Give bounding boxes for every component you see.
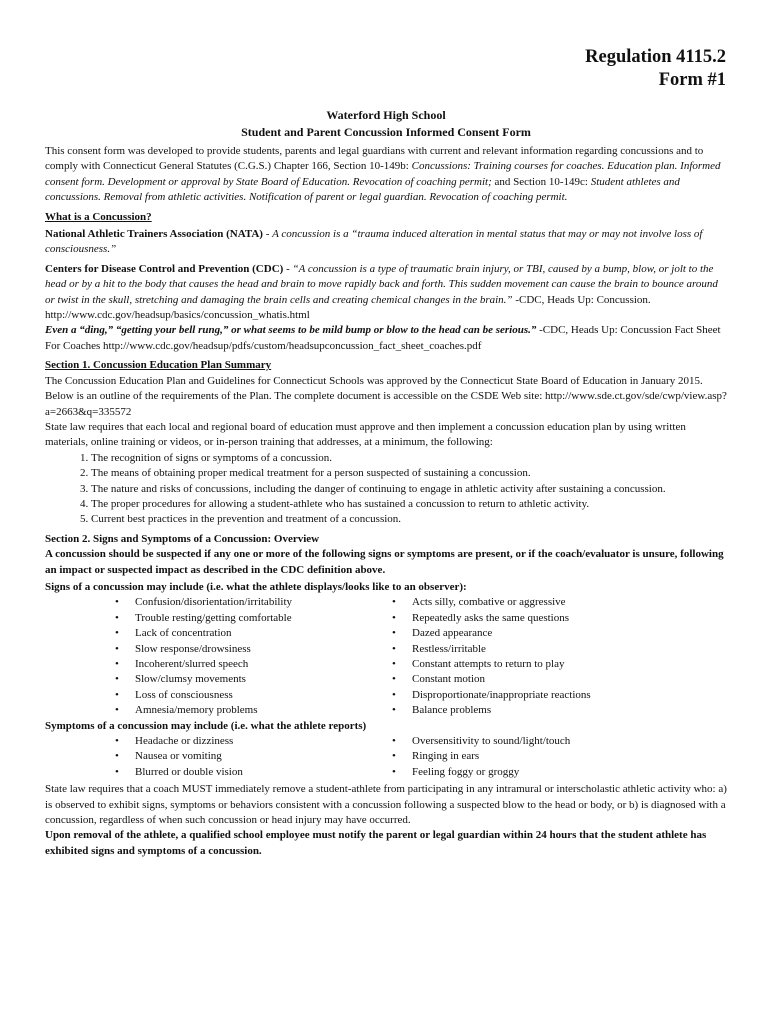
symptoms-heading: Symptoms of a concussion may include (i.e. what the athlete reports) <box>45 719 367 732</box>
list-item: 1. The recognition of signs or symptoms of a concussion. <box>91 451 727 466</box>
list-item: • Slow/clumsy movements <box>115 672 392 687</box>
section1-heading: Section 1. Concussion Education Plan Summary <box>45 359 272 372</box>
nata-definition: National Athletic Trainers Association (NATA) - A concussion is a “trauma induced alteration in mental status that may or may not involve loss of consciousness.” <box>45 228 703 256</box>
list-item: • Dazed appearance <box>392 626 692 641</box>
what-is-heading: What is a Concussion? <box>45 210 152 223</box>
section1-paragraph2: State law requires that each local and regional board of education must approve and then implement a concussion education plan by using written materials, online training or videos, or in-person training that addresses, at a minimum, the following: <box>45 420 686 449</box>
list-item: • Ringing in ears <box>392 749 692 764</box>
list-item: • Amnesia/memory problems <box>115 703 392 718</box>
list-item: • Restless/irritable <box>392 642 692 657</box>
form-number: Form #1 <box>658 70 726 90</box>
list-item: • Feeling foggy or groggy <box>392 765 692 780</box>
list-item: • Constant motion <box>392 672 692 687</box>
list-item: • Disproportionate/inappropriate reactions <box>392 688 692 703</box>
intro-paragraph: This consent form was developed to provide students, parents and legal guardians with current and relevant information regarding concussions and to comply with Connecticut General Statutes (C.G.S.) Chapter 166, Section 10-149b: Concussions: Training courses for coaches. Education plan. Informed consent form. Development or approval by State Board of Education. Revocation of coaching permit; and Section 10-149c: Student athletes and concussions. Removal from athletic activities. Notification of parent or legal guardian. Revocation of coaching permit. <box>45 145 721 204</box>
list-item: • Balance problems <box>392 703 692 718</box>
notification-paragraph: Upon removal of the athlete, a qualified school employee must notify the parent or legal guardian within 24 hours that the student athlete has exhibited signs and symptoms of a concussion. <box>45 829 707 857</box>
list-item: • Headache or dizziness <box>115 734 392 749</box>
list-item: • Trouble resting/getting comfortable <box>115 611 392 626</box>
list-item: 5. Current best practices in the prevention and treatment of a concussion. <box>91 512 727 527</box>
list-item: • Incoherent/slurred speech <box>115 657 392 672</box>
cdc-definition: Centers for Disease Control and Prevention (CDC) - “A concussion is a type of traumatic brain injury, or TBI, caused by a bump, blow, or jolt to the head or by a hit to the body that causes the head and brain to move rapidly back and forth. This sudden movement can cause the brain to bounce around or twist in the skull, stretching and damaging the brain cells and creating chemical changes in the brain.” -CDC, Heads Up: Concussion. http://www.cdc.gov/headsup/basics/concussion_whatis.html <box>45 262 718 322</box>
regulation-number: Regulation 4115.2 <box>585 47 726 67</box>
list-item: • Repeatedly asks the same questions <box>392 611 692 626</box>
school-name: Waterford High School <box>326 108 446 122</box>
form-title: Student and Parent Concussion Informed Consent Form <box>241 124 531 139</box>
ding-warning: Even a “ding,” “getting your bell rung,” or what seems to be mild bump or blow to the head can be serious.” -CDC, Heads Up: Concussion Fact Sheet For Coaches http://www.cdc.gov/headsup/pdfs/custom/headsupconcussion_fact_sheet_coaches.pdf <box>45 324 721 352</box>
list-item: • Loss of consciousness <box>115 688 392 703</box>
list-item: 4. The proper procedures for allowing a student-athlete who has sustained a concussion to return to athletic activity. <box>91 497 727 512</box>
list-item: • Oversensitivity to sound/light/touch <box>392 734 692 749</box>
list-item: • Constant attempts to return to play <box>392 657 692 672</box>
section1-paragraph1: The Concussion Education Plan and Guidelines for Connecticut Schools was approved by the Connecticut State Board of Education in January 2015. Below is an outline of the requirements of the Plan. The complete document is accessible on the CSDE Web site: http://www.sde.ct.gov/sde/cwp/view.asp?a=2663&q=335572 <box>45 374 727 418</box>
list-item: • Slow response/drowsiness <box>115 642 392 657</box>
symptoms-list <box>45 734 727 780</box>
list-item: • Nausea or vomiting <box>115 749 392 764</box>
removal-law-paragraph: State law requires that a coach MUST immediately remove a student-athlete from participating in any intramural or interscholastic athletic activity who: a) is observed to exhibit signs, symptoms or behaviors consistent with a concussion following a suspected blow to the head or body, or b) is diagnosed with a concussion, regardless of when such concussion or head injury may have occurred. <box>45 783 727 827</box>
signs-heading: Signs of a concussion may include (i.e. what the athlete displays/looks like to an observer): <box>45 580 467 593</box>
list-item: • Confusion/disorientation/irritability <box>115 595 392 610</box>
document-body <box>45 107 727 859</box>
list-item: 2. The means of obtaining proper medical treatment for a person suspected of sustaining a concussion. <box>91 466 727 481</box>
list-item: • Blurred or double vision <box>115 765 392 780</box>
section2-warning: A concussion should be suspected if any one or more of the following signs or symptoms are present, or if the coach/evaluator is unsure, following an impact or suspected impact as described in the CDC definition above. <box>45 548 724 576</box>
regulation-header <box>585 46 726 92</box>
signs-list <box>45 595 727 718</box>
list-item: • Lack of concentration <box>115 626 392 641</box>
section2-heading: Section 2. Signs and Symptoms of a Concussion: Overview <box>45 532 320 545</box>
plan-requirements-list <box>45 451 727 528</box>
list-item: • Acts silly, combative or aggressive <box>392 595 692 610</box>
list-item: 3. The nature and risks of concussions, including the danger of continuing to engage in athletic activity after sustaining a concussion. <box>91 482 727 497</box>
